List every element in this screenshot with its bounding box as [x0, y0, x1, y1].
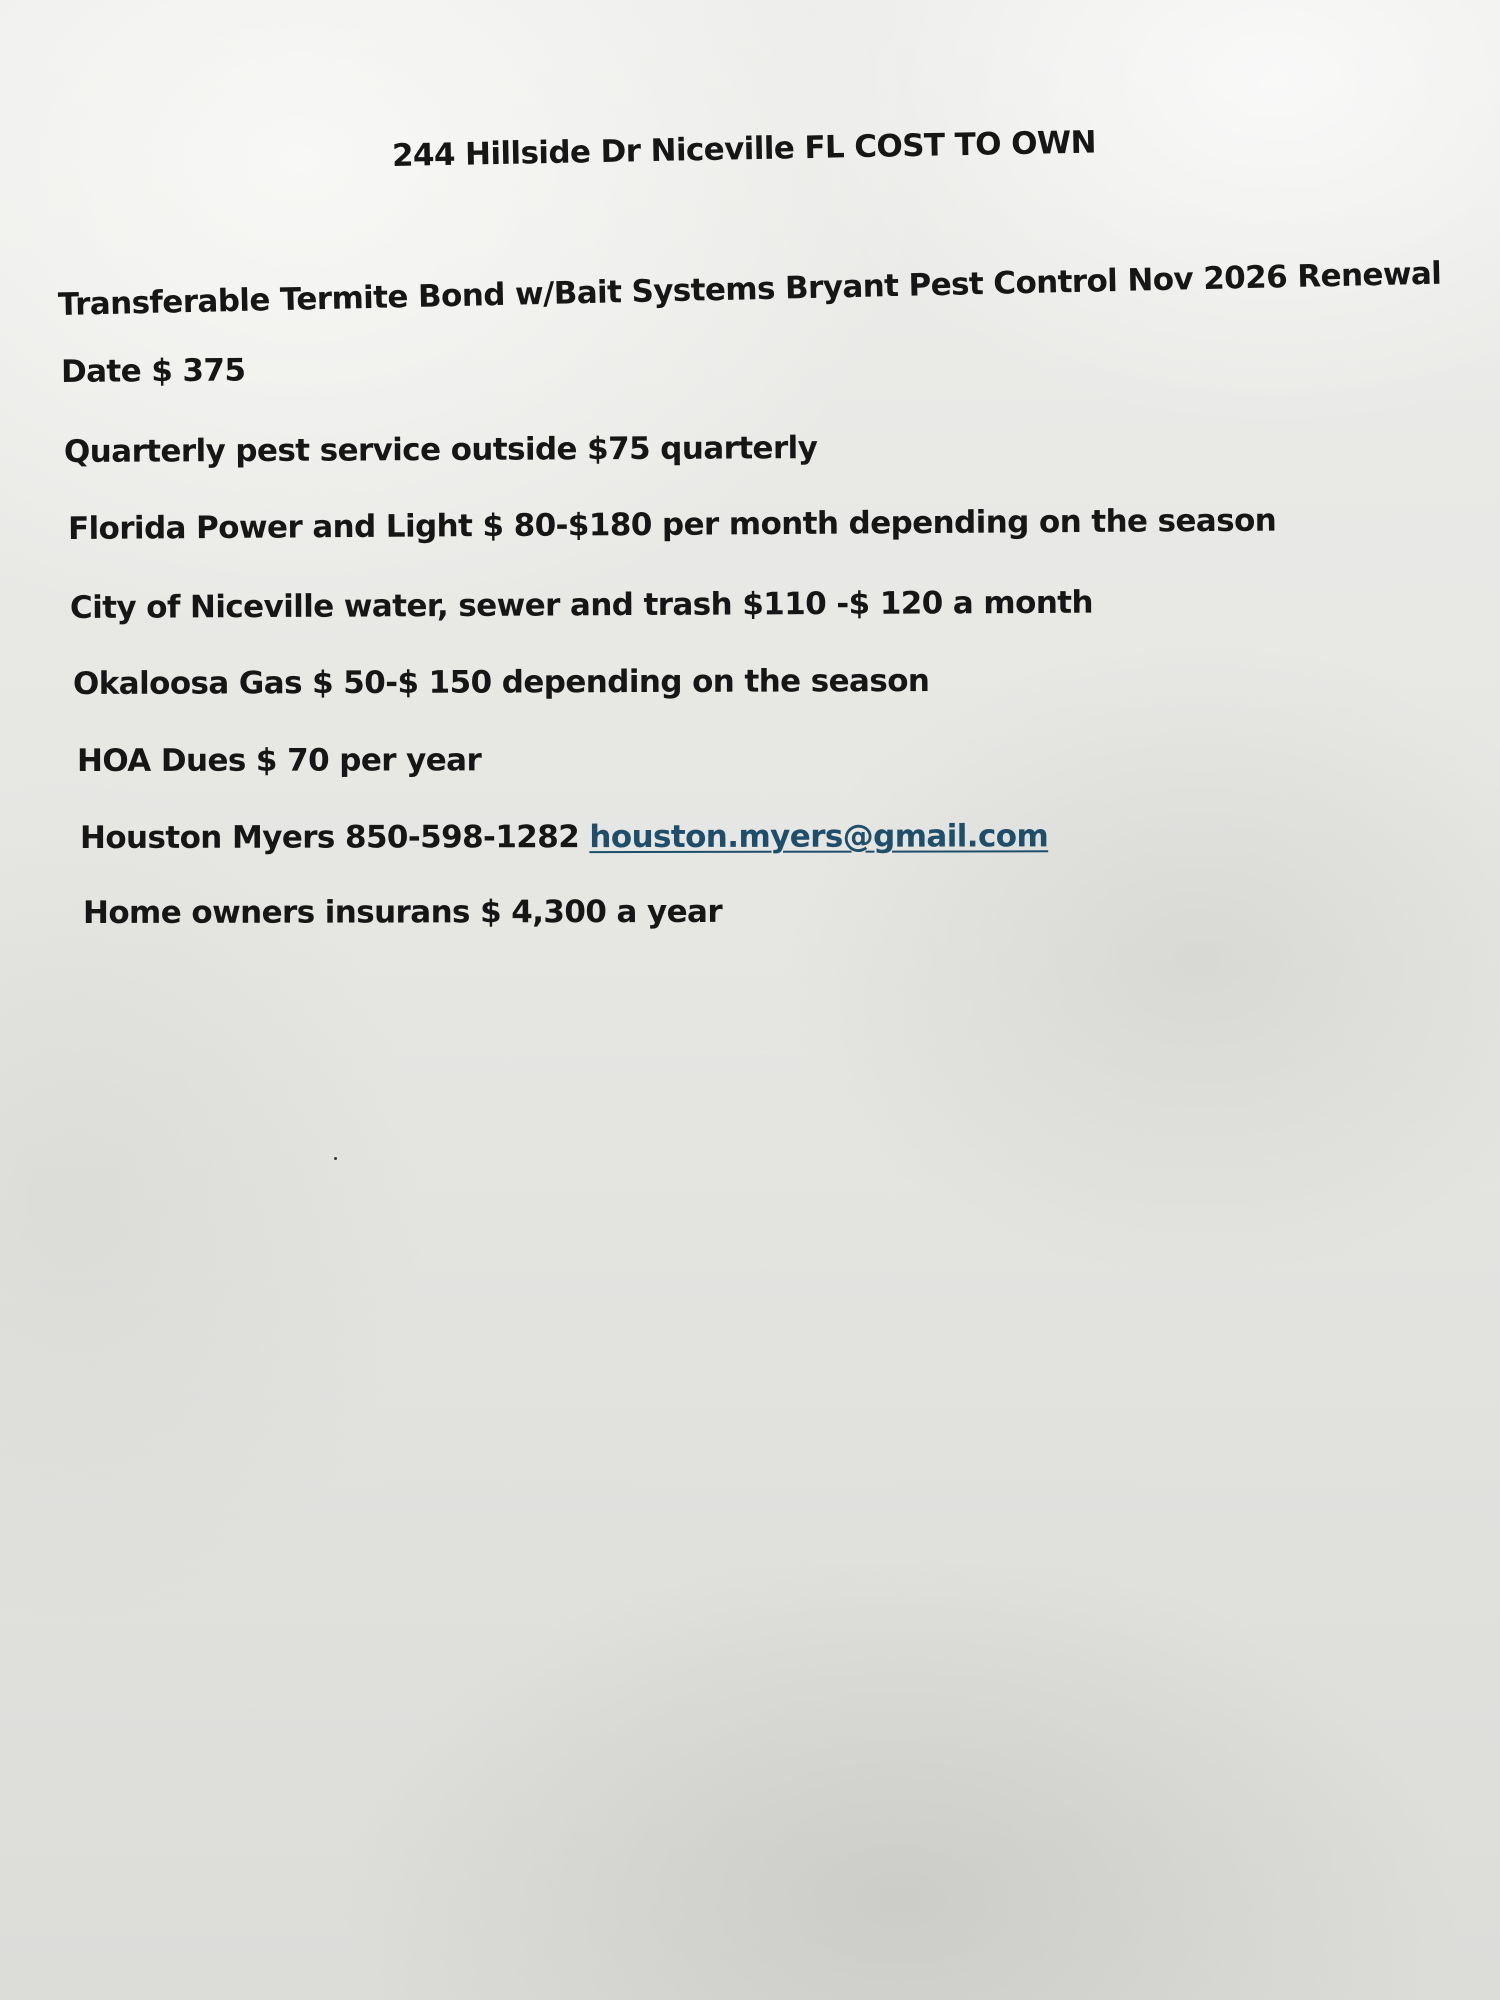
- electric-cost-line: Florida Power and Light $ 80-$180 per month depending on the season: [67, 502, 1277, 547]
- contact-email-link[interactable]: houston.myers@gmail.com: [589, 818, 1049, 856]
- document-title: 244 Hillside Dr Niceville FL COST TO OWN: [391, 124, 1097, 174]
- contact-name-phone: Houston Myers 850-598-1282: [79, 819, 580, 856]
- termite-bond-line: Transferable Termite Bond w/Bait Systems Bryant Pest Control Nov 2026 Renewal: [57, 255, 1442, 323]
- water-sewer-trash-line: City of Niceville water, sewer and trash $110 -$ 120 a month: [69, 584, 1094, 626]
- hoa-dues-line: HOA Dues $ 70 per year: [76, 742, 482, 779]
- contact-line: [80, 818, 1048, 856]
- paper-speck: [334, 1157, 337, 1160]
- gas-cost-line: Okaloosa Gas $ 50-$ 150 depending on the season: [72, 663, 930, 702]
- termite-bond-line-continued: Date $ 375: [60, 352, 246, 390]
- pest-service-line: Quarterly pest service outside $75 quarterly: [63, 430, 818, 470]
- insurance-line: Home owners insurans $ 4,300 a year: [82, 893, 723, 931]
